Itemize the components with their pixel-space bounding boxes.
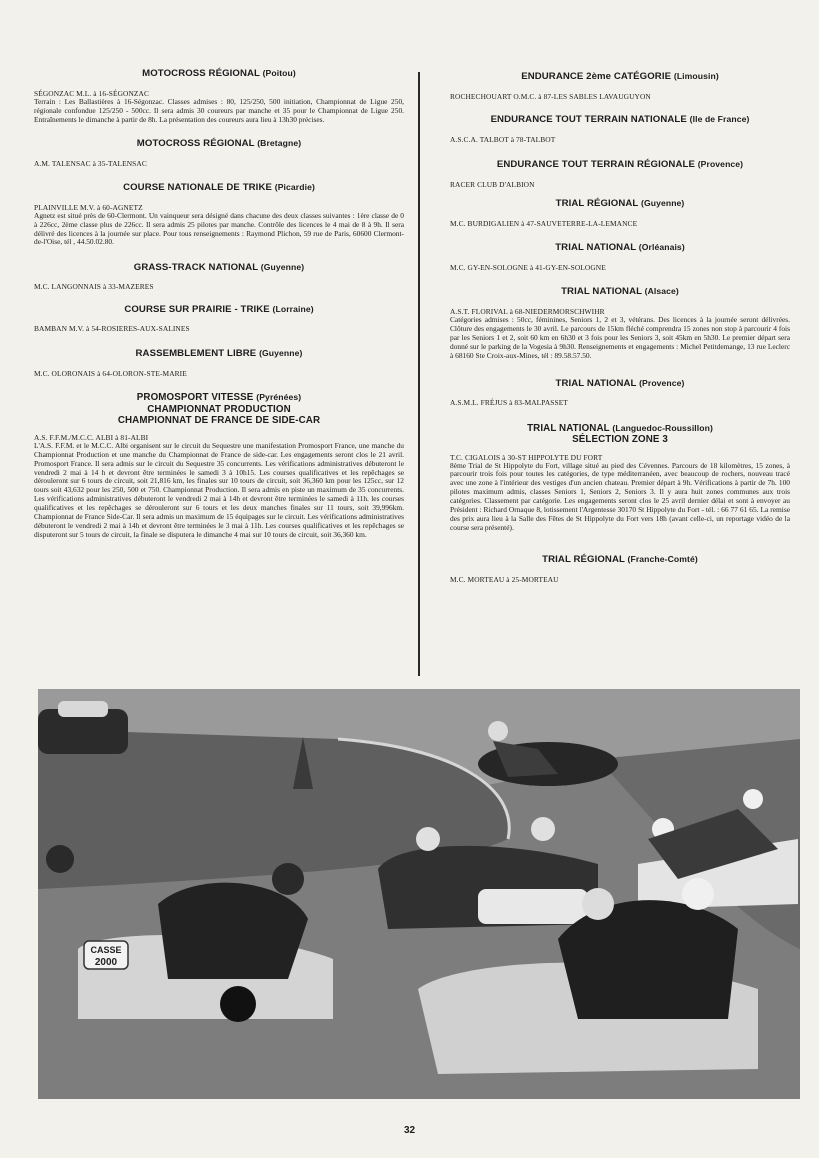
section-title: ENDURANCE TOUT TERRAIN NATIONALE (Ile de France) <box>490 114 750 125</box>
section-title: TRIAL NATIONAL (Provence) <box>555 377 685 389</box>
section-trial-provence <box>450 377 790 407</box>
section-motocross-bretagne <box>34 137 404 168</box>
page-number: 32 <box>403 1125 416 1136</box>
photo-illustration <box>38 689 800 1099</box>
section-trial-languedoc <box>450 423 790 533</box>
club-line: PLAINVILLE M.V. à 60-AGNETZ <box>34 202 143 212</box>
right-column <box>450 64 790 584</box>
club-line: A.M. TALENSAC à 35-TALENSAC <box>34 158 147 168</box>
club-line: BAMBAN M.V. à 54-ROSIERES-AUX-SALINES <box>34 324 190 334</box>
section-endurance-provence <box>450 158 790 189</box>
section-title-line2: SÉLECTION ZONE 3 <box>572 434 668 446</box>
section-text: 8ème Trial de St Hippolyte du Fort, village situé au pied des Cévennes. Parcours de 18 kilomètres, 15 zones, à parcourir trois fois pour toutes les catégories, de type méditerranéen, avec beaucoup de rochers, nouveau tracé avec une zone à l'intérieur des vestiges d'un ancien chateau. Premier départ à 9h. Vérifications à partir de 7h. 100 pilotes maximum admis, classes Seniors 1, Seniors 2, Seniors 3. Il y aura huit zones communes aux trois catégories. Classement par catégorie. Les engagements seront clos le 25 avril dernier délai et sont à envoyer au Président : Richard Ornaque 8, lotissement l'Argentesse 30170 St Hippolyte du Fort - tél. : 66 77 61 65. La remise des prix aura lieu à la Salle des Fêtes de St Hippolyte du Fort vers 18h (avant celle-ci, un reportage vidéo de la course sera présenté). <box>450 460 790 532</box>
section-text: Catégories admises : 50cc, féminines, Seniors 1, 2 et 3, vétérans. Des licences à la journée seront délivrées. Clôture des engagements le 30 avril. Le parcours de 15km fléché comprendra 15 zones non stop à parcourir 4 fois par les Seniors 1 et 2, soit 60 km en 6h30 et 3 fois pour les Seniors 3, soit 45km en 5h30. Le premier départ sera donné sur le parking de la Vogesia à 9h30. Renseignements et engagements : Michel Petitdemange, 13 rue Leclerc à 68160 Ste Croix-aux-Mines, tél : 89.58.57.50. <box>450 315 790 360</box>
section-title: TRIAL NATIONAL (Languedoc-Roussillon) <box>527 422 713 434</box>
section-trial-guyenne <box>450 197 790 228</box>
club-line: A.S.M.L. FRÉJUS à 83-MALPASSET <box>450 397 568 407</box>
section-title: ENDURANCE 2ème CATÉGORIE (Limousin) <box>521 71 719 82</box>
left-column <box>34 64 404 540</box>
section-rassemblement-guyenne <box>34 347 404 378</box>
section-title-line2: CHAMPIONNAT PRODUCTION <box>147 403 291 415</box>
section-title: GRASS-TRACK NATIONAL (Guyenne) <box>133 262 305 274</box>
section-trike-picardie <box>34 181 404 248</box>
club-line: T.C. CIGALOIS à 30-ST HIPPOLYTE DU FORT <box>450 452 603 462</box>
section-title: ENDURANCE TOUT TERRAIN RÉGIONALE (Provence) <box>496 159 744 170</box>
column-divider <box>418 72 420 676</box>
section-title: RASSEMBLEMENT LIBRE (Guyenne) <box>135 348 303 360</box>
club-line: RACER CLUB D'ALBION <box>450 180 535 189</box>
club-line: A.S.C.A. TALBOT à 78-TALBOT <box>450 135 556 144</box>
section-title: PROMOSPORT VITESSE (Pyrénées) <box>136 392 302 404</box>
section-text: L'A.S. F.F.M. et le M.C.C. Albi organisent sur le circuit du Sequestre une manifestation Promosport France, une manche du Championnat Production et une manche du Championnat de France de side-car. Les engagements seront clos le 21 avril. Promosport France. Il sera admis sur le circuit du Sequestre 35 concurrents. Les vérifications administratives débuteront le vendredi 2 mai à 14 h et devront être terminées le samedi 3 à 10h15. Les courses qualificatives et les repêchages se dérouleront sur 6 tours de circuit, soit 21,816 km, les finales sur 10 tours de circuit, soit 36,360 km pour les 125cc, sur 12 tours soit 43,632 pour les 250, 500 et 750. Championnat Production. Il sera admis en piste un maximum de 35 concurrents. Les vérifications administratives débuteront le vendredi 2 mai à 14h et devront être terminées le samedi à 11h. les courses qualificatives et les repêchages se dérouleront sur 6 tours et les deux manches finales sur 11 tours, soit 39,996km. Championnat de France Side-Car. Il sera admis un maximum de 15 équipages sur le circuit. Les vérifications administratives débuteront le vendredi 2 mai à 14h et devront être terminées le 3 mai à 11h. Les courses qualificatives et les repêchages se disputeront sur 5 tours de circuit, la finale se disputera le dimanche 4 mai sur 10 tours de circuit, soit 36,360 km. <box>34 440 404 539</box>
club-line: M.C. BURDIGALIEN à 47-SAUVETERRE-LA-LEMANCE <box>450 219 638 228</box>
club-line: M.C. LANGONNAIS à 33-MAZERES <box>34 282 154 292</box>
section-trial-franche-comte <box>450 553 790 584</box>
section-title-line3: CHAMPIONNAT DE FRANCE DE SIDE-CAR <box>117 415 321 427</box>
section-prairie-lorraine <box>34 303 404 333</box>
club-line: SÉGONZAC M.L. à 16-SÉGONZAC <box>34 89 149 98</box>
section-text: Terrain : Les Ballastières à 16-Ségonzac. Classes admises : 80, 125/250, 500 initiation, Championnat de Ligue 250, régionale confondue 125/250 - 500cc. Il sera admis 30 coureurs par manche et 35 pour le Championnat de Ligue 250. Entraînements le dimanche à partir de 8h. La présentation des coureurs aura lieu à 13h30 précises. <box>34 97 404 124</box>
section-promosport-pyrenees <box>34 392 404 539</box>
club-line: M.C. MORTEAU à 25-MORTEAU <box>450 574 559 584</box>
section-title: TRIAL NATIONAL (Alsace) <box>561 286 679 297</box>
section-title: COURSE NATIONALE DE TRIKE (Picardie) <box>123 181 315 193</box>
plate-text-line1: CASSE <box>90 945 122 955</box>
section-endurance-limousin <box>450 70 790 101</box>
plate-text-line2: 2000 <box>94 957 118 968</box>
sidecar-race-photo <box>38 689 800 1099</box>
section-trial-orleanais <box>450 241 790 272</box>
section-text: Agnetz est situé près de 60-Clermont. Un vainqueur sera désigné dans chacune des deux classes suivantes : 1ère classe de 0 à 226cc, 2ème classe plus de 226cc. Il sera admis 25 pilotes par manche. Contrôle des licences le 4 mai de 8 à 9h. Il sera délivré des licences à la journée sur place. Pour tous renseignements : Raymond Plichon, 59 rue de Paris, 60600 Clermont-de-l'Oise, tél , 44.50.02.80. <box>34 210 404 247</box>
section-title: TRIAL RÉGIONAL (Franche-Comté) <box>542 553 698 565</box>
section-trial-alsace <box>450 285 790 361</box>
club-line: A.S.T. FLORIVAL à 68-NIEDERMORSCHWIHR <box>450 307 605 316</box>
section-title: TRIAL NATIONAL (Orléanais) <box>555 242 685 253</box>
section-title: TRIAL RÉGIONAL (Guyenne) <box>555 198 685 209</box>
club-line: M.C. OLORONAIS à 64-OLORON-STE-MARIE <box>34 369 187 379</box>
section-grasstrack-guyenne <box>34 261 404 291</box>
section-motocross-poitou <box>34 67 404 125</box>
section-title: MOTOCROSS RÉGIONAL (Bretagne) <box>136 137 302 149</box>
club-line: A.S. F.F.M./M.C.C. ALBI à 81-ALBI <box>34 432 149 442</box>
club-line: M.C. GY-EN-SOLOGNE à 41-GY-EN-SOLOGNE <box>450 263 606 272</box>
section-title: COURSE SUR PRAIRIE - TRIKE (Lorraine) <box>124 304 314 316</box>
section-endurance-idf <box>450 113 790 144</box>
club-line: ROCHECHOUART O.M.C. à 87-LES SABLES LAVAUGUYON <box>450 92 651 101</box>
section-title: MOTOCROSS RÉGIONAL (Poitou) <box>142 68 296 79</box>
